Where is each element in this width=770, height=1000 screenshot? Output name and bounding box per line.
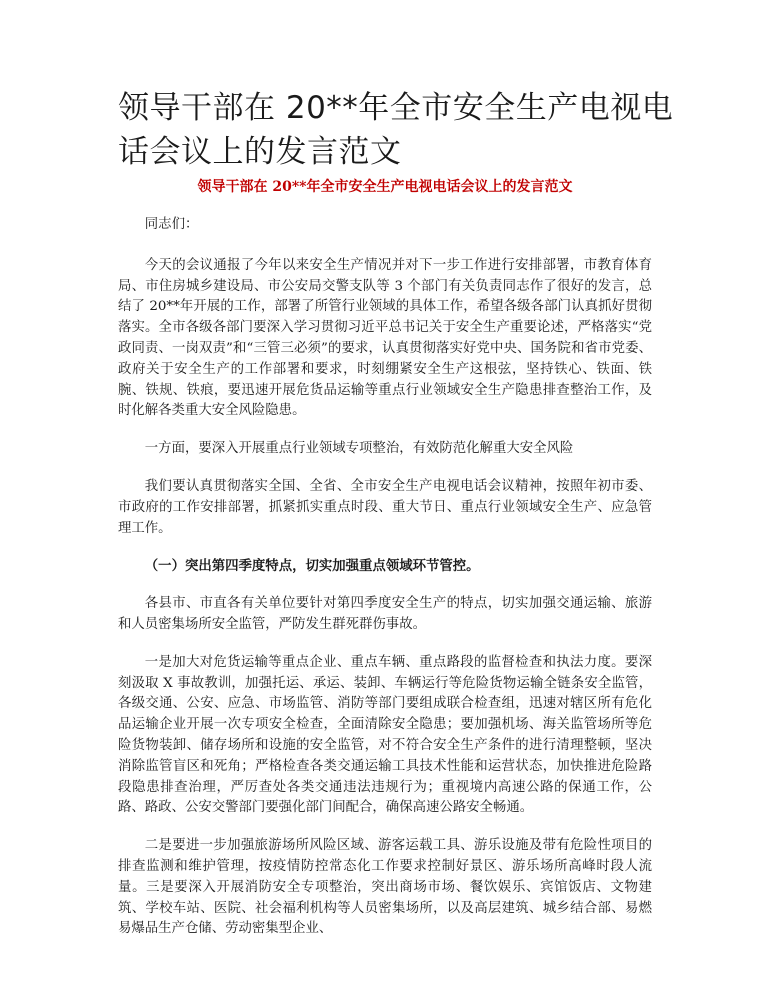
paragraph-point-one: 一是加大对危货运输等重点企业、重点车辆、重点路段的监督检查和执法力度。要深刻汲取 X 事故教训，加强托运、承运、装卸、车辆运行等危险货物运输全链条安全监管，各级交通、公安、应急、市场监管、消防等部门要组成联合检查组，迅速对辖区所有危化品运输企业开展一次专项安全检查，全面清除安全隐患；要加强机场、海关监管场所等危险货物装卸、储存场所和设施的安全监管，对不符合安全生产条件的进行清理整顿，坚决消除监管盲区和死角；严格检查各类交通运输工具技术性能和运营状态，加快推进危险路段隐患排查治理，严厉查处各类交通违法违规行为；重视境内高速公路的保通工作，公路、路政、公安交警部门要强化部门间配合，确保高速公路安全畅通。 — [118, 654, 652, 816]
paragraph-point-two-three: 二是要进一步加强旅游场所风险区域、游客运载工具、游乐设施及带有危险性项目的排查监测和维护管理，按疫情防控常态化工作要求控制好景区、游乐场所高峰时段人流量。三是要深入开展消防安全专项整治，突出商场市场、餐饮娱乐、宾馆饭店、文物建筑、学校车站、医院、社会福利机构等人员密集场所，以及高层建筑、城乡结合部、易燃易爆品生产仓储、劳动密集型企业、 — [118, 838, 652, 937]
paragraph-aspect-one: 一方面，要深入开展重点行业领域专项整治，有效防范化解重大安全风险 — [144, 441, 574, 457]
section-heading-1: （一）突出第四季度特点，切实加强重点领域环节管控。 — [144, 558, 480, 575]
greeting: 同志们： — [144, 217, 199, 232]
document-title: 领导干部在 20**年全市安全生产电视电话会议上的发言范文 — [118, 90, 674, 170]
document-body — [118, 215, 652, 957]
document-subtitle: 领导干部在 20**年全市安全生产电视电话会议上的发言范文 — [197, 179, 573, 195]
paragraph-intro: 今天的会议通报了今年以来安全生产情况并对下一步工作进行安排部署，市教育体育局、市住房城乡建设局、市公安局交警支队等 3 个部门有关负责同志作了很好的发言，总结了 20**年开展的工作，部署了所管行业领域的具体工作，希望各级各部门认真抓好贯彻落实。全市各级各部门要深入学习贯彻习近平总书记关于安全生产重要论述，严格落实“党政同责、一岗双责”和“三管三必须”的要求，认真贯彻落实好党中央、国务院和省市党委、政府关于安全生产的工作部署和要求，时刻绷紧安全生产这根弦，坚持铁心、铁面、铁腕、铁规、铁痕，要迅速开展危货品运输等重点行业领域安全生产隐患排查整治工作，及时化解各类重大安全风险隐患。 — [118, 257, 652, 419]
paragraph-implementation: 我们要认真贯彻落实全国、全省、全市安全生产电视电话会议精神，按照年初市委、市政府的工作安排部署，抓紧抓实重点时段、重大节日、重点行业领域安全生产、应急管理工作。 — [118, 478, 652, 536]
paragraph-q4-supervision: 各县市、市直各有关单位要针对第四季度安全生产的特点，切实加强交通运输、旅游和人员密集场所安全监管，严防发生群死群伤事故。 — [118, 596, 652, 632]
